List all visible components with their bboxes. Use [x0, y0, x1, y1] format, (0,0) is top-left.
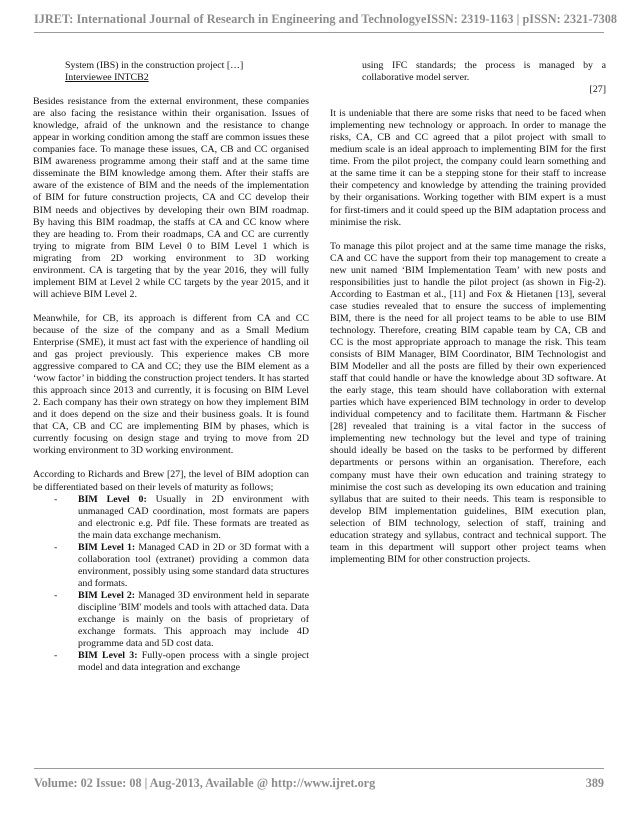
footer-rule — [34, 768, 604, 769]
volume-info: Volume: 02 Issue: 08 | Aug-2013, Available @ http://www.ijret.org — [34, 776, 376, 790]
quote-text: System (IBS) in the construction project […] — [65, 60, 244, 71]
level-title: BIM Level 0: — [78, 493, 147, 505]
interviewee-label: Interviewee INTCB2 — [65, 72, 149, 84]
paragraph: Besides resistance from the external environment, these companies are also facing the resistance within their organisation. Issues of knowledge, afraid of the unknown and the resistance to change appear in working condition among the staff are common issues these companies face. To manage these issues, CA, CB and CC organised BIM awareness programme among their staff and at the same time disseminate the BIM knowledge among them. After their staffs are aware of the existence of BIM and the needs of the implementation of BIM for future construction projects, CA and CC develop their BIM needs and objectives by developing their own BIM roadmap. By having this BIM roadmap, the staffs at CA and CC know where they are heading to. From their roadmaps, CA and CC are currently trying to migrate from BIM Level 0 to BIM Level 1 which is migrating from 2D working environment to 3D working environment. CA is targeting that by the year 2016, they will fully implement BIM at Level 2 while CC targets by the year 2015, and it will achieve BIM Level 2. — [33, 96, 309, 300]
level-title: BIM Level 3: — [78, 650, 138, 662]
page-footer — [34, 776, 604, 791]
list-dash: - — [54, 541, 58, 553]
paragraph: To manage this pilot project and at the same time manage the risks, CA and CC have the support from their top management to create a new unit named ‘BIM Implementation Team’ with new posts and responsibilities just to handle the pilot project (as shown in Fig-2). According to Eastman et al., [11] and Fox & Hietanen [13], several case studies revealed that to ensure the success of implementing BIM, there is the need for all project teams to be able to use BIM technology. Therefore, creating BIM capable team by CA, CB and CC is the most appropriate approach to manage the risk. This team consists of BIM Manager, BIM Coordinator, BIM Technologist and BIM Modeller and all the posts are filled by their own experienced staff that could handle or have the knowledge about 3D software. At the early stage, this team should have collaboration with external parties which have experienced BIM technology in order to develop individual competency and to facilitate them. Hartmann & Fischer [28] revealed that training is a vital factor in the success of implementing new technology but the level and type of training should ideally be based on the tasks to be performed by different departments or persons within an organisation. Therefore, each company must have their own education and training strategy to minimise the cost such as developing its own education and training syllabus that are suited to their needs. This team is responsible to develop BIM implementation guidelines, BIM execution plan, selection of BIM technology, selection of staff, training and education strategy and syllabus, contract and technical support. The team in this department will support other project teams when implementing BIM for other construction projects. — [330, 240, 606, 565]
list-dash: - — [54, 650, 58, 662]
level-text: Usually in 2D environment with unmanaged CAD coordination, most formats are papers and electronic e.g. Pdf file. These formats are treated as the main data exchange mechanism. — [78, 493, 310, 541]
list-item — [33, 494, 309, 542]
level-text: Managed 3D environment held in separate discipline 'BIM' models and tools with attached data. Data exchange is mainly on the basis of proprietary of exchange formats. This approach may include 4D programme data and 5D cost data. — [78, 589, 310, 650]
paragraph: According to Richards and Brew [27], the level of BIM adoption can be differentiated based on their levels of maturity as follows; — [33, 469, 309, 493]
list-dash: - — [54, 493, 58, 505]
level-text: Fully-open process with a single project model and data integration and exchange — [78, 650, 309, 674]
bim-levels-list — [33, 494, 309, 675]
level-title: BIM Level 2: — [78, 589, 136, 601]
interview-quote — [65, 60, 309, 84]
reference-marker: [27] — [589, 84, 606, 96]
journal-title: IJRET: International Journal of Research in Engineering and Technology — [34, 12, 421, 26]
right-column — [330, 60, 606, 578]
paragraph: It is undeniable that there are some risks that need to be faced when implementing new technology or approach. In order to manage the risks, CA, CB and CC agreed that a pilot project with small to medium scale is an ideal approach to implementing BIM for the first time. From the pilot project, the company could learn something and at the same time it can be a stepping stone for their staff to increase their competency and knowledge by attending the training provided by their organisations. Working together with BIM expert is a must for first-timers and it could speed up the BIM adaptation process and minimise the risk. — [330, 108, 606, 228]
level-title: BIM Level 1: — [78, 541, 136, 553]
list-item — [33, 650, 309, 674]
issn-info: eISSN: 2319-1163 | pISSN: 2321-7308 — [421, 12, 618, 26]
left-column — [33, 60, 309, 674]
list-dash: - — [54, 589, 58, 601]
page-number: 389 — [585, 776, 604, 790]
list-item — [33, 590, 309, 650]
level-text: Managed CAD in 2D or 3D format with a collaboration tool (extranet) providing a common data environment, possibly using some standard data structures and formats. — [78, 541, 309, 589]
header-rule — [34, 32, 604, 33]
list-continuation: using IFC standards; the process is managed by a collaborative model server. — [362, 60, 606, 84]
page-header — [34, 12, 618, 27]
list-item — [33, 542, 309, 590]
paragraph: Meanwhile, for CB, its approach is different from CA and CC because of the size of the company and as a Small Medium Enterprise (SME), it must act fast with the experience of handling oil and gas project previously. This experience makes CB more aggressive compared to CA and CC; they use the BIM element as a ‘wow factor’ in bidding the construction project tenders. It has started this approach since 2013 and currently, it is focusing on BIM Level 2. Each company has their own strategy on how they implement BIM and it does depend on the size and their business goals. It is found that CA, CB and CC are implementing BIM by phases, which is currently focusing on design stage and trying to move from 2D working environment to 3D working environment. — [33, 312, 309, 457]
